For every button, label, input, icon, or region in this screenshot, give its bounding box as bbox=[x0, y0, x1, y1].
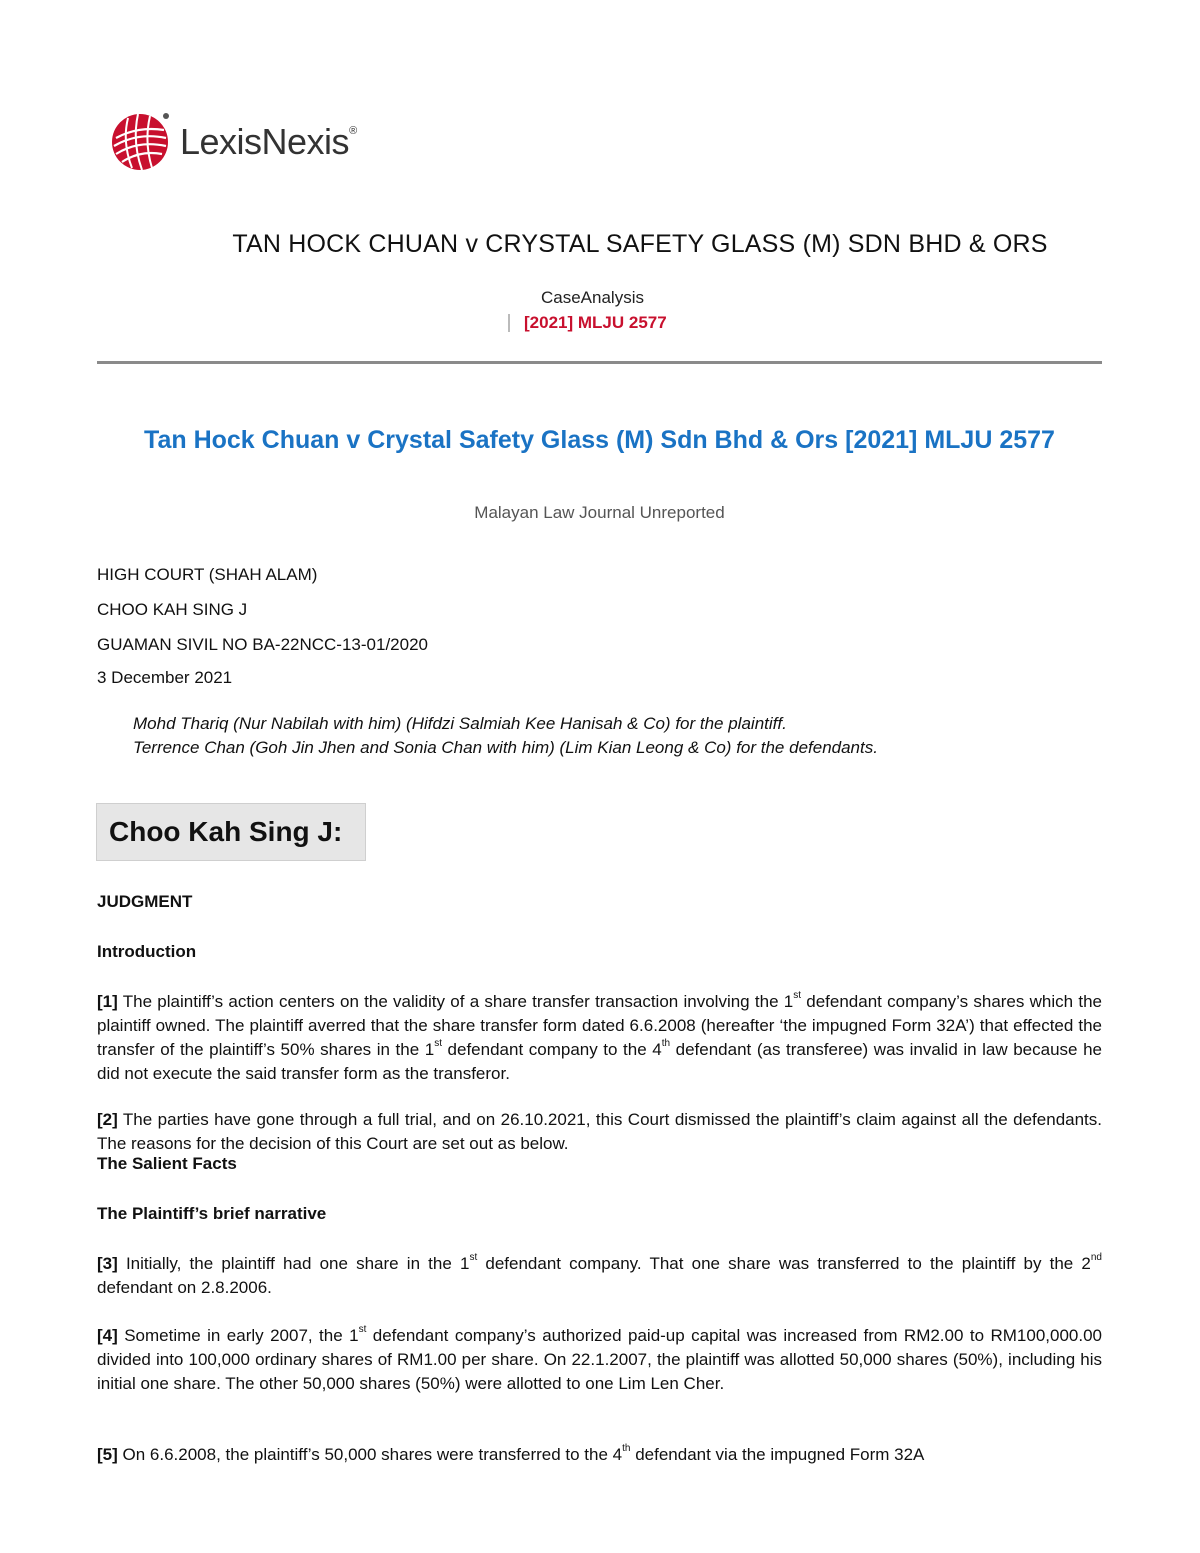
counsel-defendants: Terrence Chan (Goh Jin Jhen and Sonia Chan with him) (Lim Kian Leong & Co) for the defendants. bbox=[133, 738, 878, 757]
introduction-heading: Introduction bbox=[97, 942, 197, 961]
salient-facts-heading: The Salient Facts bbox=[97, 1154, 237, 1173]
lexisnexis-logo bbox=[108, 108, 357, 172]
paragraph-3: [3] Initially, the plaintiff had one share in the 1st defendant company. That one share was transferred to the plaintiff by the 2nd defendant on 2.8.2006. bbox=[97, 1252, 1102, 1297]
judge-name: CHOO KAH SING J bbox=[97, 600, 248, 619]
case-number: GUAMAN SIVIL NO BA-22NCC-13-01/2020 bbox=[97, 635, 428, 654]
lexisnexis-globe-icon bbox=[108, 108, 172, 172]
citation[interactable]: [2021] MLJU 2577 bbox=[524, 313, 667, 332]
citation-row bbox=[508, 313, 667, 333]
paragraph-5: [5] On 6.6.2008, the plaintiff’s 50,000 shares were transferred to the 4th defendant via the impugned Form 32A bbox=[97, 1443, 925, 1464]
logo-wordmark: LexisNexis® bbox=[180, 121, 357, 162]
case-analysis-label: CaseAnalysis bbox=[541, 288, 644, 307]
counsel-plaintiff: Mohd Thariq (Nur Nabilah with him) (Hifdzi Salmiah Kee Hanisah & Co) for the plaintiff. bbox=[133, 714, 787, 733]
court-name: HIGH COURT (SHAH ALAM) bbox=[97, 565, 318, 584]
citation-divider bbox=[508, 314, 510, 332]
judgment-heading: JUDGMENT bbox=[97, 892, 193, 911]
judge-heading-box: Choo Kah Sing J: bbox=[96, 803, 366, 861]
plaintiff-narrative-heading: The Plaintiff’s brief narrative bbox=[97, 1204, 327, 1223]
journal-name: Malayan Law Journal Unreported bbox=[474, 503, 725, 522]
case-title: TAN HOCK CHUAN v CRYSTAL SAFETY GLASS (M) SDN BHD & ORS bbox=[232, 230, 1048, 258]
paragraph-1: [1] The plaintiff’s action centers on the validity of a share transfer transaction involving the 1st defendant company’s shares which the plaintiff owned. The plaintiff averred that the share transfer form dated 6.6.2008 (hereafter ‘the impugned Form 32A’) that effected the transfer of the plaintiff’s 50% shares in the 1st defendant company to the 4th defendant (as transferee) was invalid in law because he did not execute the said transfer form as the transferor. bbox=[97, 990, 1102, 1083]
paragraph-4: [4] Sometime in early 2007, the 1st defendant company’s authorized paid-up capital was increased from RM2.00 to RM100,000.00 divided into 100,000 ordinary shares of RM1.00 per share. On 22.1.2007, the plaintiff was allotted 50,000 shares (50%), including his initial one share. The other 50,000 shares (50%) were allotted to one Lim Len Cher. bbox=[97, 1324, 1102, 1393]
header-divider bbox=[97, 361, 1102, 364]
counsel-block bbox=[133, 712, 878, 760]
paragraph-2: [2] The parties have gone through a full trial, and on 26.10.2021, this Court dismissed the plaintiff’s claim against all the defendants. The reasons for the decision of this Court are set out as below. bbox=[97, 1110, 1102, 1153]
judgment-date: 3 December 2021 bbox=[97, 668, 233, 687]
case-heading: Tan Hock Chuan v Crystal Safety Glass (M) Sdn Bhd & Ors [2021] MLJU 2577 bbox=[144, 426, 1055, 454]
